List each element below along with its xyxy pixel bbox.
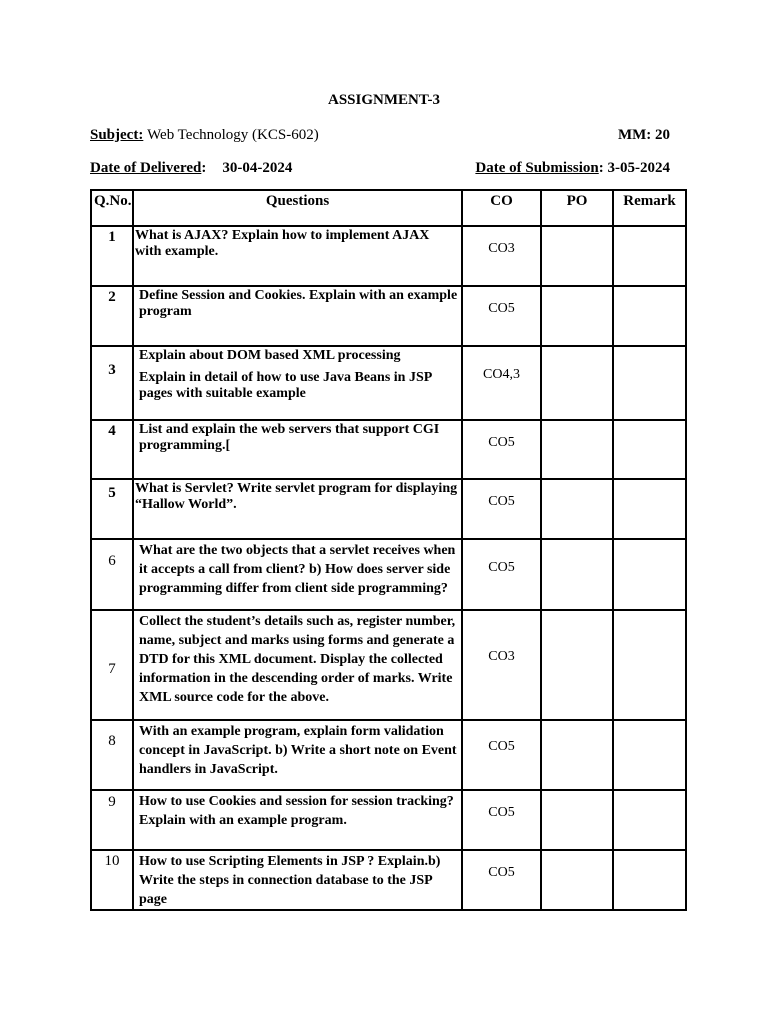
co-value: CO4,3 (483, 367, 520, 382)
date-delivered-label: Date of Delivered (90, 160, 202, 176)
remark-cell (613, 790, 686, 850)
question-text-secondary: Explain in detail of how to use Java Beans in JSP pages with suitable example (139, 370, 432, 401)
subject-value: Web Technology (KCS-602) (147, 127, 319, 143)
subject-label: Subject: (90, 127, 144, 143)
remark-cell (613, 346, 686, 420)
dates-row (90, 160, 670, 177)
question-text: Explain about DOM based XML processing (139, 348, 401, 363)
date-delivered-value: 30-04-2024 (222, 160, 293, 176)
co-value: CO5 (488, 805, 515, 820)
question-text: What is AJAX? Explain how to implement AJAX with example. (135, 228, 430, 259)
question-text: With an example program, explain form validation concept in JavaScript. b) Write a short note on Event handlers in JavaScript. (139, 724, 457, 777)
question-number: 10 (91, 850, 133, 910)
co-value: CO5 (488, 560, 515, 575)
assignment-title: ASSIGNMENT-3 (328, 92, 440, 108)
remark-cell (613, 479, 686, 539)
question-number: 8 (91, 720, 133, 790)
co-value: CO5 (488, 739, 515, 754)
table-row (91, 479, 686, 539)
question-text: List and explain the web servers that support CGI programming.[ (139, 422, 440, 453)
remark-cell (613, 610, 686, 720)
table-header-row (91, 190, 686, 226)
table-row (91, 790, 686, 850)
questions-table (90, 189, 687, 911)
question-number: 4 (91, 420, 133, 479)
po-cell (541, 286, 613, 346)
remark-cell (613, 286, 686, 346)
po-cell (541, 479, 613, 539)
remark-cell (613, 850, 686, 910)
po-cell (541, 346, 613, 420)
po-cell (541, 720, 613, 790)
table-row (91, 720, 686, 790)
header-qno: Q.No. (91, 190, 133, 226)
po-cell (541, 420, 613, 479)
remark-cell (613, 226, 686, 286)
subject-row (90, 127, 670, 144)
table-row (91, 286, 686, 346)
question-number: 5 (91, 479, 133, 539)
table-row (91, 346, 686, 420)
date-submission-label: Date of Submission (475, 160, 599, 176)
date-submission-line: Date of Submission: 3-05-2024 (475, 160, 670, 176)
table-row (91, 610, 686, 720)
header-po: PO (541, 190, 613, 226)
question-number: 7 (91, 610, 133, 720)
header-co: CO (462, 190, 541, 226)
remark-cell (613, 539, 686, 610)
table-row (91, 226, 686, 286)
header-remark: Remark (613, 190, 686, 226)
subject-line (90, 127, 319, 144)
po-cell (541, 539, 613, 610)
header-questions: Questions (133, 190, 462, 226)
question-number: 9 (91, 790, 133, 850)
remark-cell (613, 420, 686, 479)
po-cell (541, 850, 613, 910)
co-value: CO5 (488, 494, 515, 509)
table-row (91, 420, 686, 479)
question-text: How to use Scripting Elements in JSP ? Explain.b) Write the steps in connection database to the JSP page (139, 854, 441, 907)
question-text: How to use Cookies and session for session tracking? Explain with an example program. (139, 794, 454, 828)
date-delivered-line: Date of Delivered: 30-04-2024 (90, 160, 293, 176)
max-marks: MM: 20 (617, 127, 670, 143)
table-row (91, 850, 686, 910)
question-text: Define Session and Cookies. Explain with an example program (139, 288, 458, 319)
question-number: 2 (91, 286, 133, 346)
co-value: CO3 (488, 241, 515, 256)
question-number: 6 (91, 539, 133, 610)
po-cell (541, 226, 613, 286)
question-text: What is Servlet? Write servlet program for displaying “Hallow World”. (135, 481, 458, 512)
co-value: CO5 (488, 435, 515, 450)
po-cell (541, 610, 613, 720)
date-submission-value: 3-05-2024 (607, 160, 670, 176)
question-text: Collect the student’s details such as, register number, name, subject and marks using forms and generate a DTD for this XML document. Display the collected information in the descending order of marks. Write XML source code for the above. (139, 614, 456, 705)
co-value: CO5 (488, 865, 515, 880)
remark-cell (613, 720, 686, 790)
co-value: CO3 (488, 649, 515, 664)
question-number: 1 (91, 226, 133, 286)
question-number: 3 (91, 346, 133, 420)
co-value: CO5 (488, 301, 515, 316)
table-row (91, 539, 686, 610)
question-text: What are the two objects that a servlet receives when it accepts a call from client? b) How does server side programming differ from client side programming? (139, 543, 456, 596)
po-cell (541, 790, 613, 850)
